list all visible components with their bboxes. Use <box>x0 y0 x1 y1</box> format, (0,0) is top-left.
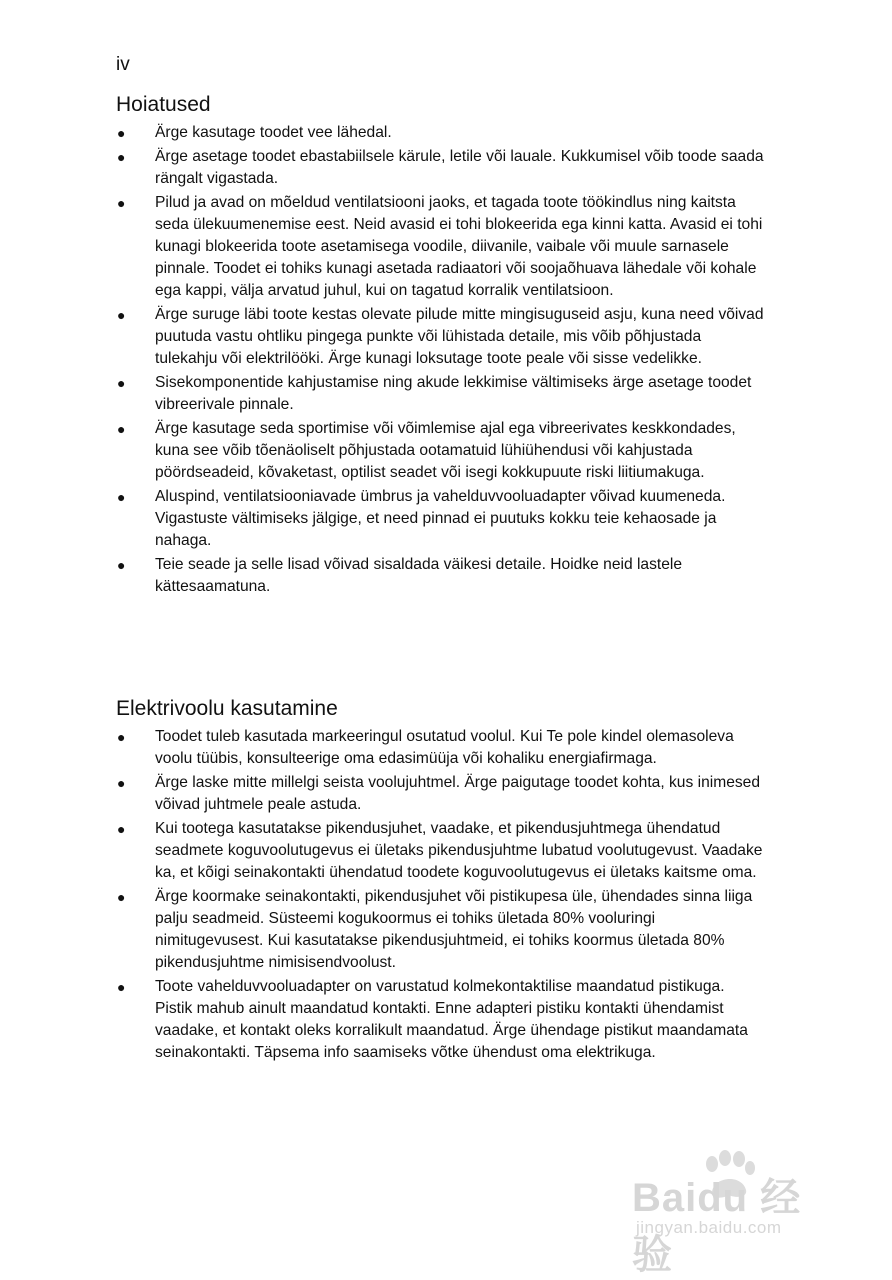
list-item <box>116 146 766 190</box>
bullet-icon: ● <box>117 195 126 211</box>
list-item-text: Pilud ja avad on mõeldud ventilatsiooni jaoks, et tagada toote töökindlus ning kaitsta seda ülekuumenemise eest. Neid avasid ei tohi blokeerida ega kinni katta. Avasid ei tohi kunagi blokeerida toote asetamisega voodile, diivanile, vaibale või muule sarnasele pinnale. Toodet ei tohiks kunagi asetada radiaatori või soojaõhuava lähedale või kohale ega kappi, välja arvatud juhul, kui on tagatud korralik ventilatsioon. <box>155 194 763 299</box>
list-item-text: Sisekomponentide kahjustamise ning akude lekkimise vältimiseks ärge asetage toodet vibreerivale pinnale. <box>155 374 752 413</box>
list-item-text: Ärge suruge läbi toote kestas olevate pilude mitte mingisuguseid asju, kuna need võivad puutuda vastu ohtliku pingega punkte või lühistada detaile, mis võib põhjustada tulekahju või elektrilööki. Ärge kunagi loksutage toote peale või sisse vedelikke. <box>155 306 764 367</box>
power-section <box>116 696 766 1066</box>
bullet-icon: ● <box>117 125 126 141</box>
bullet-icon: ● <box>117 489 126 505</box>
list-item <box>116 192 766 302</box>
warnings-section <box>116 92 766 600</box>
list-item-text: Toote vahelduvvooluadapter on varustatud kolmekontaktilise maandatud pistikuga. Pistik mahub ainult maandatud kontakti. Enne adapteri pistiku kontakti ühendamist vaadake, et kontakt oleks korralikult maandatud. Ärge ühendage pistikut maandamata seinakontakti. Täpsema info saamiseks võtke ühendust oma elektrikuga. <box>155 978 748 1061</box>
list-item-text: Kui tootega kasutatakse pikendusjuhet, vaadake, et pikendusjuhtmega ühendatud seadmete koguvoolutugevus ei ületaks pikendusjuhtme lubatud voolutugevust. Vaadake ka, et kõigi seinakontakti ühendatud toodete koguvoolutugevus ei ületaks kaitsme oma. <box>155 820 763 881</box>
list-item-text: Teie seade ja selle lisad võivad sisaldada väikesi detaile. Hoidke neid lastele kättesaamatuna. <box>155 556 683 595</box>
list-item <box>116 726 766 770</box>
watermark-brand: Baidu 经验 <box>632 1176 802 1277</box>
list-item <box>116 304 766 370</box>
list-item-text: Ärge kasutage toodet vee lähedal. <box>155 124 392 141</box>
section-title-warnings: Hoiatused <box>116 93 211 116</box>
page-number: iv <box>116 54 130 75</box>
list-item <box>116 554 766 598</box>
list-item <box>116 372 766 416</box>
warnings-list <box>116 122 766 598</box>
list-item-text: Ärge koormake seinakontakti, pikendusjuhet või pistikupesa üle, ühendades sinna liiga palju seadmeid. Süsteemi kogukoormus ei tohiks ületada 80% vooluringi nimitugevusest. Kui kasutatakse pikendusjuhtmeid, ei tohiks koormus ületada 80% pikendusjuhtme nimisisendvoolust. <box>155 888 753 971</box>
list-item <box>116 772 766 816</box>
list-item <box>116 818 766 884</box>
list-item-text: Ärge asetage toodet ebastabiilsele kärule, letile või lauale. Kukkumisel võib toode saada rängalt vigastada. <box>155 148 764 187</box>
section-title-power: Elektrivoolu kasutamine <box>116 697 338 720</box>
bullet-icon: ● <box>117 421 126 437</box>
bullet-icon: ● <box>117 979 126 995</box>
list-item-text: Toodet tuleb kasutada markeeringul osutatud voolul. Kui Te pole kindel olemasoleva voolu tüübis, konsulteerige oma edasimüüja või kohaliku energiafirmaga. <box>155 728 734 767</box>
power-list <box>116 726 766 1064</box>
bullet-icon: ● <box>117 775 126 791</box>
list-item <box>116 976 766 1064</box>
list-item-text: Ärge kasutage seda sportimise või võimlemise ajal ega vibreerivates keskkondades, kuna see võib tõenäoliselt põhjustada ootamatuid lühiühendusi või kahjustada pöördseadeid, kõvaketast, optilist seadet või isegi kokkupuute riski liitiumakuga. <box>155 420 736 481</box>
bullet-icon: ● <box>117 149 126 165</box>
list-item <box>116 886 766 974</box>
bullet-icon: ● <box>117 821 126 837</box>
list-item <box>116 122 766 144</box>
bullet-icon: ● <box>117 307 126 323</box>
watermark-url: jingyan.baidu.com <box>636 1218 782 1237</box>
list-item-text: Ärge laske mitte millelgi seista voolujuhtmel. Ärge paigutage toodet kohta, kus inimesed võivad juhtmele peale astuda. <box>155 774 761 813</box>
list-item <box>116 418 766 484</box>
watermark <box>632 1150 842 1277</box>
bullet-icon: ● <box>117 375 126 391</box>
list-item <box>116 486 766 552</box>
bullet-icon: ● <box>117 889 126 905</box>
bullet-icon: ● <box>117 557 126 573</box>
bullet-icon: ● <box>117 729 126 745</box>
list-item-text: Aluspind, ventilatsiooniavade ümbrus ja vahelduvvooluadapter võivad kuumeneda. Vigastuste vältimiseks jälgige, et need pinnad ei puutuks kokku teie kehaosade ja nahaga. <box>155 488 726 549</box>
